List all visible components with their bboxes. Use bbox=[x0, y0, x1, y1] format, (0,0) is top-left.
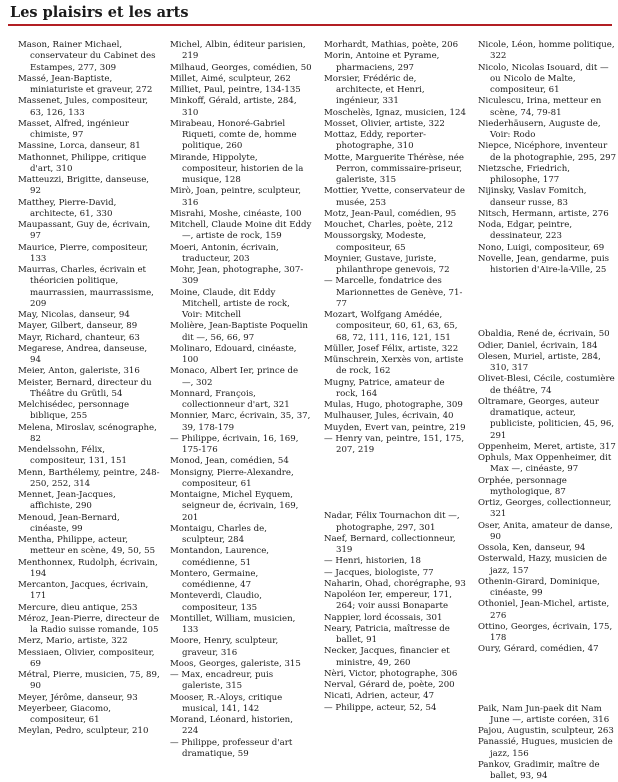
index-entry: Orphée, personnage mythologique, 87 bbox=[478, 475, 567, 497]
index-entry: Motz, Jean-Paul, comédien, 95 bbox=[324, 208, 457, 219]
index-entry: Moine, Claude, dit Eddy Mitchell, artiste de rock, Voir: Mitchell bbox=[170, 287, 290, 320]
index-entry: Monaco, Albert Ier, prince de —, 302 bbox=[170, 366, 299, 388]
index-entry: Mason, Rainer Michael, conservateur du Cabinet des Estampes, 277, 309 bbox=[18, 40, 156, 73]
index-entry: — Henry van, peintre, 151, 175, 207, 219 bbox=[324, 433, 465, 455]
index-entry: Monnard, François, collectionneur d'art, 321 bbox=[170, 388, 290, 410]
index-entry: Paik, Nam Jun-paek dit Nam June —, artiste coréen, 316 bbox=[478, 703, 610, 725]
index-entry: — Philippe, écrivain, 16, 169, 175-176 bbox=[170, 433, 299, 455]
index-entry: Montandon, Laurence, comédienne, 51 bbox=[170, 546, 270, 568]
index-entry: Meister, Bernard, directeur du Théâtre du Grütli, 54 bbox=[18, 377, 152, 399]
index-entry: Ortiz, Georges, collectionneur, 321 bbox=[478, 498, 612, 520]
index-entry: Montero, Germaine, comédienne, 47 bbox=[170, 568, 259, 590]
index-entry: Mirò, Joan, peintre, sculpteur, 316 bbox=[170, 186, 301, 208]
index-entry: Messiaen, Olivier, compositeur, 69 bbox=[18, 647, 155, 669]
index-entry: Michel, Albin, éditeur parisien, 219 bbox=[170, 40, 306, 62]
index-entry: Ophuls, Max Oppenheimer, dit Max —, cinéaste, 97 bbox=[478, 453, 612, 475]
index-entry: Méroz, Jean-Pierre, directeur de la Radio suisse romande, 105 bbox=[18, 613, 160, 635]
index-entry: Monnier, Marc, écrivain, 35, 37, 39, 178-179 bbox=[170, 411, 311, 433]
index-entry: Nietzsche, Friedrich, philosophe, 177 bbox=[478, 163, 570, 185]
index-entry: Meier, Anton, galeriste, 316 bbox=[18, 366, 140, 377]
index-entry: Naef, Bernard, collectionneur, 319 bbox=[324, 533, 456, 555]
index-entry: Mentha, Philippe, acteur, metteur en scène, 49, 50, 55 bbox=[18, 535, 156, 557]
index-entry: Mayer, Gilbert, danseur, 89 bbox=[18, 321, 138, 332]
index-entry: Mottaz, Eddy, reporter-photographe, 310 bbox=[324, 130, 426, 152]
index-entry: Maupassant, Guy de, écrivain, 97 bbox=[18, 220, 151, 242]
index-entry: Ossola, Ken, danseur, 94 bbox=[478, 543, 586, 553]
index-entry: Nicole, Léon, homme politique, 322 bbox=[478, 40, 615, 62]
index-entry: Nitsch, Hermann, artiste, 276 bbox=[478, 208, 609, 219]
index-entry: Pajou, Augustin, sculpteur, 263 bbox=[478, 726, 614, 736]
index-entry: Meyer, Jérôme, danseur, 93 bbox=[18, 692, 138, 703]
index-entry: Panassié, Hugues, musicien de jazz, 156 bbox=[478, 737, 613, 759]
index-entry: Osterwald, Hazy, musicien de jazz, 157 bbox=[478, 554, 607, 576]
index-entry: Obaldia, René de, écrivain, 50 bbox=[478, 329, 610, 340]
index-entry: Odier, Daniel, écrivain, 184 bbox=[478, 340, 598, 351]
index-entry: Nèri, Victor, photographe, 306 bbox=[324, 668, 458, 679]
index-entry: Moschelès, Ignaz, musicien, 124 bbox=[324, 107, 466, 118]
index-entry: Moore, Henry, sculpteur, graveur, 316 bbox=[170, 636, 279, 658]
index-entry: Merz, Mario, artiste, 322 bbox=[18, 636, 128, 647]
index-entry: Melchisédec, personnage biblique, 255 bbox=[18, 400, 130, 422]
index-entry: Oser, Anita, amateur de danse, 90 bbox=[478, 520, 613, 542]
index-entry: Mayr, Richard, chanteur, 63 bbox=[18, 332, 140, 343]
index-entry: Massine, Lorca, danseur, 81 bbox=[18, 141, 141, 152]
index-entry: Nicolo, Nicolas Isouard, dit — ou Nicolo de Malte, compositeur, 61 bbox=[478, 62, 609, 95]
index-entry: Morand, Léonard, historien, 224 bbox=[170, 715, 293, 737]
index-columns bbox=[18, 40, 617, 781]
index-entry: Mulhauser, Jules, écrivain, 40 bbox=[324, 411, 454, 422]
index-entry: Müller, Josef Félix, artiste, 322 bbox=[324, 343, 459, 354]
index-entry: Mulas, Hugo, photographe, 309 bbox=[324, 400, 463, 410]
index-entry: Monod, Jean, comédien, 54 bbox=[170, 456, 289, 467]
index-entry: Münschrein, Xerxès von, artiste de rock, 162 bbox=[324, 355, 464, 377]
index-entry: Mohr, Jean, photographe, 307-309 bbox=[170, 265, 304, 287]
index-entry: Matteuzzi, Brigitte, danseuse, 92 bbox=[18, 175, 150, 197]
index-entry: Motte, Marguerite Thérèse, née Perron, commissaire-priseur, galeriste, 315 bbox=[324, 152, 464, 185]
index-entry: Niepce, Nicéphore, inventeur de la photographie, 295, 297 bbox=[478, 141, 617, 163]
index-entry: Othoniel, Jean-Michel, artiste, 276 bbox=[478, 599, 610, 621]
index-entry: Misrahi, Moshe, cinéaste, 100 bbox=[170, 208, 302, 219]
index-entry: Meyerbeer, Giacomo, compositeur, 61 bbox=[18, 703, 112, 725]
letter-gap bbox=[478, 656, 618, 704]
index-entry: Novelle, Jean, gendarme, puis historien d'Aire-la-Ville, 25 bbox=[478, 253, 610, 275]
letter-gap bbox=[478, 276, 618, 329]
index-entry: Mathonnet, Philippe, critique d'art, 310 bbox=[18, 152, 147, 174]
index-entry: Necker, Jacques, financier et ministre, 49, 260 bbox=[324, 646, 450, 668]
index-entry: Meylan, Pedro, sculpteur, 210 bbox=[18, 726, 149, 737]
page-header bbox=[8, 4, 610, 26]
index-entry: — Philippe, acteur, 52, 54 bbox=[324, 702, 437, 713]
index-entry: — Jacques, biologiste, 77 bbox=[324, 567, 434, 578]
index-entry: — Henri, historien, 18 bbox=[324, 556, 421, 567]
index-entry: Morsier, Frédéric de, architecte, et Henri, ingénieur, 331 bbox=[324, 73, 425, 107]
index-entry: Othenin-Girard, Dominique, cinéaste, 99 bbox=[478, 576, 600, 598]
index-entry: Nerval, Gérard de, poète, 200 bbox=[324, 680, 455, 690]
index-entry: Monsigny, Pierre-Alexandre, compositeur, 61 bbox=[170, 467, 294, 489]
index-entry: Menoud, Jean-Bernard, cinéaste, 99 bbox=[18, 512, 120, 534]
index-entry: Nicati, Adrien, acteur, 47 bbox=[324, 691, 435, 702]
index-entry: Mottier, Yvette, conservateur de musée, 253 bbox=[324, 186, 466, 208]
index-column-1 bbox=[18, 40, 160, 738]
index-entry: Menn, Barthélemy, peintre, 248-250, 252, 314 bbox=[18, 467, 160, 489]
index-entry: Moos, Georges, galeriste, 315 bbox=[170, 658, 301, 669]
index-entry: Naharin, Ohad, chorégraphe, 93 bbox=[324, 578, 466, 589]
index-entry: Matthey, Pierre-David, architecte, 61, 330 bbox=[18, 197, 117, 219]
index-entry: Monteverdi, Claudio, compositeur, 135 bbox=[170, 591, 262, 613]
index-entry: Melena, Miroslav, scénographe, 82 bbox=[18, 422, 157, 444]
index-entry: Oppenheim, Meret, artiste, 317 bbox=[478, 441, 616, 452]
index-entry: Menthonnex, Rudolph, écrivain, 194 bbox=[18, 557, 158, 579]
index-entry: Mooser, R.-Aloys, critique musical, 141, 142 bbox=[170, 692, 283, 714]
index-entry: Mendelssohn, Félix, compositeur, 131, 151 bbox=[18, 445, 127, 467]
index-entry: Nappier, lord écossais, 301 bbox=[324, 612, 443, 623]
index-entry: Olesen, Muriel, artiste, 284, 310, 317 bbox=[478, 351, 601, 373]
index-entry: Noda, Edgar, peintre, dessinateur, 223 bbox=[478, 220, 573, 242]
index-entry: Olivet-Blesi, Cécile, costumière de théâtre, 74 bbox=[478, 374, 615, 396]
index-entry: Mosset, Olivier, artiste, 322 bbox=[324, 118, 445, 129]
index-entry: Oltramare, Georges, auteur dramatique, acteur, publiciste, politicien, 45, 96, 291 bbox=[478, 396, 615, 441]
index-entry: Molinaro, Edouard, cinéaste, 100 bbox=[170, 343, 297, 365]
index-column-3 bbox=[324, 40, 466, 714]
index-entry: Moussorgsky, Modeste, compositeur, 65 bbox=[324, 231, 427, 253]
index-entry: Nadar, Félix Tournachon dit —, photographe, 297, 301 bbox=[324, 511, 460, 533]
index-entry: Milliet, Paul, peintre, 134-135 bbox=[170, 85, 301, 95]
index-entry: Mennet, Jean-Jacques, affichiste, 290 bbox=[18, 490, 116, 512]
index-entry: Niederhäusern, Auguste de, Voir: Rodo bbox=[478, 118, 601, 140]
index-entry: — Max, encadreur, puis galeriste, 315 bbox=[170, 670, 274, 692]
index-entry: Maurras, Charles, écrivain et théoricien politique, maurrassien, maurrassisme, 209 bbox=[18, 265, 154, 309]
index-entry: — Philippe, professeur d'art dramatique, 59 bbox=[170, 737, 293, 759]
index-entry: Mirande, Hippolyte, compositeur, historien de la musique, 128 bbox=[170, 152, 304, 185]
index-entry: Muyden, Evert van, peintre, 219 bbox=[324, 422, 466, 433]
letter-gap bbox=[324, 456, 466, 511]
index-entry: Pankov, Gradimir, maître de ballet, 93, 94 bbox=[478, 759, 600, 781]
index-entry: Nijinsky, Vaslav Fomitch, danseur russe, 83 bbox=[478, 186, 587, 208]
index-column-2 bbox=[170, 40, 312, 760]
index-entry: Molière, Jean-Baptiste Poquelin dit —, 56, 66, 97 bbox=[170, 321, 308, 343]
index-entry: Napoléon Ier, empereur, 171, 264; voir aussi Bonaparte bbox=[324, 590, 453, 612]
index-entry: Oury, Gérard, comédien, 47 bbox=[478, 644, 599, 655]
index-entry: Mercure, dieu antique, 253 bbox=[18, 602, 138, 613]
index-entry: Massenet, Jules, compositeur, 63, 126, 133 bbox=[18, 96, 148, 118]
index-entry: Megarese, Andrea, danseuse, 94 bbox=[18, 343, 148, 365]
index-entry: Montaigne, Michel Eyquem, seigneur de, écrivain, 169, 201 bbox=[170, 490, 299, 523]
index-entry: Montillet, William, musicien, 133 bbox=[170, 613, 296, 635]
index-entry: Mercanton, Jacques, écrivain, 171 bbox=[18, 580, 149, 602]
index-entry: Moeri, Antonin, écrivain, traducteur, 203 bbox=[170, 242, 279, 264]
index-entry: Moynier, Gustave, juriste, philanthrope genevois, 72 bbox=[324, 253, 450, 275]
index-entry: Minkoff, Gérald, artiste, 284, 310 bbox=[170, 96, 297, 118]
index-entry: Millet, Aimé, sculpteur, 262 bbox=[170, 73, 291, 84]
index-entry: Montaigu, Charles de, sculpteur, 284 bbox=[170, 523, 267, 545]
index-entry: Mugny, Patrice, amateur de rock, 164 bbox=[324, 377, 445, 399]
index-entry: Neary, Patricia, maîtresse de ballet, 91 bbox=[324, 623, 450, 645]
section-title: Les plaisirs et les arts bbox=[10, 4, 189, 21]
index-entry: Mozart, Wolfgang Amédée, compositeur, 60, 61, 63, 65, 68, 72, 111, 116, 121, 151 bbox=[324, 310, 458, 343]
index-entry: Massé, Jean-Baptiste, miniaturiste et graveur, 272 bbox=[18, 73, 153, 95]
index-entry: Mirabeau, Honoré-Gabriel Riqueti, comte de, homme politique, 260 bbox=[170, 118, 297, 152]
index-entry: Milhaud, Georges, comédien, 50 bbox=[170, 62, 312, 73]
index-entry: Ottino, Georges, écrivain, 175, 178 bbox=[478, 621, 613, 643]
index-entry: Métral, Pierre, musicien, 75, 89, 90 bbox=[18, 670, 160, 692]
index-entry: Niculescu, Irina, metteur en scène, 74, 79-81 bbox=[478, 96, 602, 118]
index-entry: Maurice, Pierre, compositeur, 133 bbox=[18, 242, 148, 264]
index-entry: May, Nicolas, danseur, 94 bbox=[18, 310, 130, 320]
index-entry: Morin, Antoine et Pyrame, pharmaciens, 297 bbox=[324, 51, 440, 73]
index-entry: — Marcelle, fondatrice des Marionnettes de Genève, 71-77 bbox=[324, 276, 463, 309]
header-rule bbox=[8, 24, 612, 26]
index-entry: Mitchell, Claude Moine dit Eddy —, artiste de rock, 159 bbox=[170, 220, 312, 242]
index-entry: Masset, Alfred, ingénieur chimiste, 97 bbox=[18, 118, 129, 140]
index-entry: Nono, Luigi, compositeur, 69 bbox=[478, 242, 605, 253]
index-entry: Mouchet, Charles, poète, 212 bbox=[324, 220, 454, 230]
index-entry: Morhardt, Mathias, poète, 206 bbox=[324, 40, 459, 50]
index-column-4 bbox=[478, 40, 618, 782]
